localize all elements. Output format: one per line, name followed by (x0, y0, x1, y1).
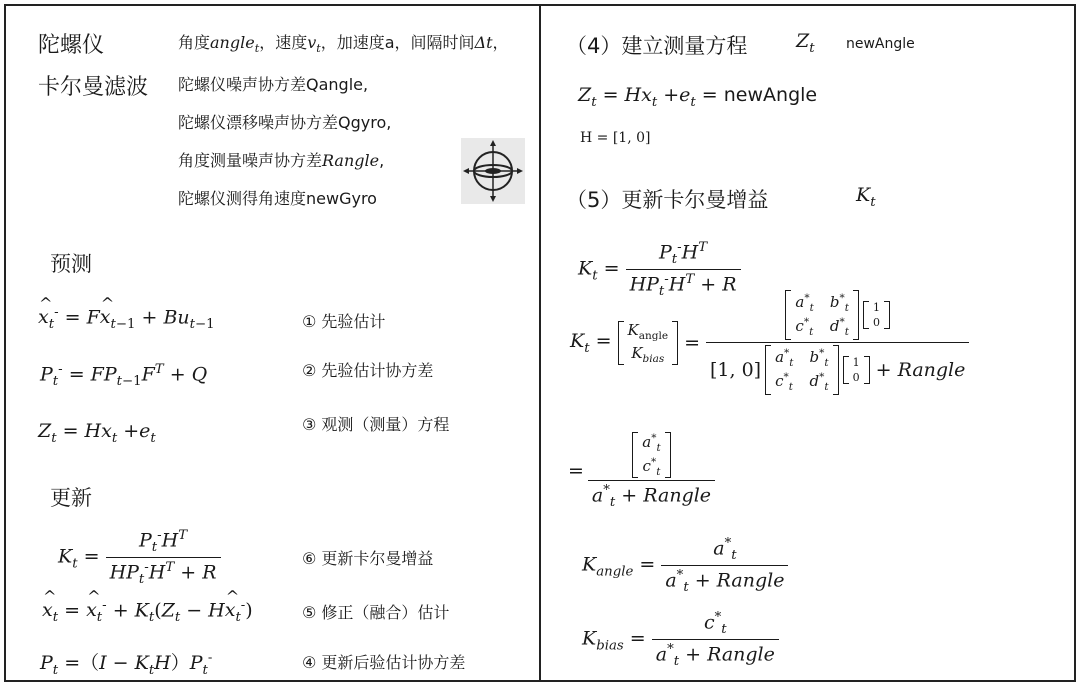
step-5-label: ⑤ 修正（融合）估计 (302, 603, 450, 622)
gyro-title: 陀螺仪 (38, 33, 105, 58)
param-line-3: 陀螺仪漂移噪声协方差Qgyro, (178, 113, 392, 132)
new-angle-label: newAngle (846, 36, 915, 52)
section-5-title: （5）更新卡尔曼增益 (566, 188, 769, 212)
k-symbol: $K_t$ (856, 184, 876, 210)
eq-correct-estimate: ^ $x_t$ = ^ $x_t^- + K_t(Z_t$ − H^ $x_t^-$) (42, 598, 253, 625)
column-divider (539, 4, 541, 682)
param-line-1: 角度angle$_t$，速度$v_t$，加速度a，间隔时间Δt， (178, 33, 509, 56)
param-line-2: 陀螺仪噪声协方差Qangle, (178, 75, 369, 94)
eq-posterior-covariance: $P_t =(I - K_tH)P_t^-$ (40, 650, 213, 678)
eq-prior-estimate: ^ $x_t^-$ = F^ $x_{t-1} + Bu_{t-1}$ (38, 305, 215, 332)
update-title: 更新 (50, 486, 92, 510)
kalman-title: 卡尔曼滤波 (38, 75, 149, 100)
step-4-label: ④ 更新后验估计协方差 (302, 653, 466, 672)
eq-prior-covariance: $P_t^- = FP_{t-1}F^T + Q$ (40, 362, 208, 390)
predict-title: 预测 (50, 252, 92, 276)
param-line-5: 陀螺仪测得角速度newGyro (178, 189, 377, 208)
h-definition: H = [1, 0] (580, 130, 651, 146)
z-symbol: $Z_t$ (796, 30, 815, 56)
eq-k-angle: $K_{angle}$ = $\frac{a^*_t}{a^*_t + Rangle}$ (582, 536, 788, 595)
step-2-label: ② 先验估计协方差 (302, 361, 434, 380)
param-line-4: 角度测量噪声协方差Rangle, (178, 151, 385, 170)
step-3-label: ③ 观测（测量）方程 (302, 415, 450, 434)
eq-kalman-gain: $K_t$ = $\frac{P_t^-H^T}{HP_t^-H^T + R}$ (58, 528, 221, 587)
eq-k-bias: $K_{bias}$ = $\frac{c^*_t}{a^*_t + Rangle}$ (582, 610, 779, 669)
section-4-title: （4）建立测量方程 (566, 34, 748, 58)
eq-gain-general: $K_t$ = $\frac{P_t^-H^T}{HP_t^-H^T + R}$ (578, 240, 741, 299)
eq-measurement: $Z_t = Hx_t +e_t$ = newAngle (578, 84, 818, 110)
eq-gain-simplified: = $a^*_t$ $c^*_t$ $a^*_t$ + Rangle (568, 432, 715, 510)
eq-observation: $Z_t = Hx_t +e_t$ (38, 420, 156, 446)
step-6-label: ⑥ 更新卡尔曼增益 (302, 549, 434, 568)
step-1-label: ① 先验估计 (302, 312, 386, 331)
eq-gain-matrix: $K_t$ = $K_{angle}$ $K_{bias}$ = $a^*_t$ $b^*_t$ $c^*_t$ $d^*_t$ 1 0 [1, 0] $a^*_t$ $b^*_t$ $c^*_t$ $d^*_t$ 1 0 + Rangle (570, 290, 969, 395)
gyroscope-icon (461, 138, 525, 204)
